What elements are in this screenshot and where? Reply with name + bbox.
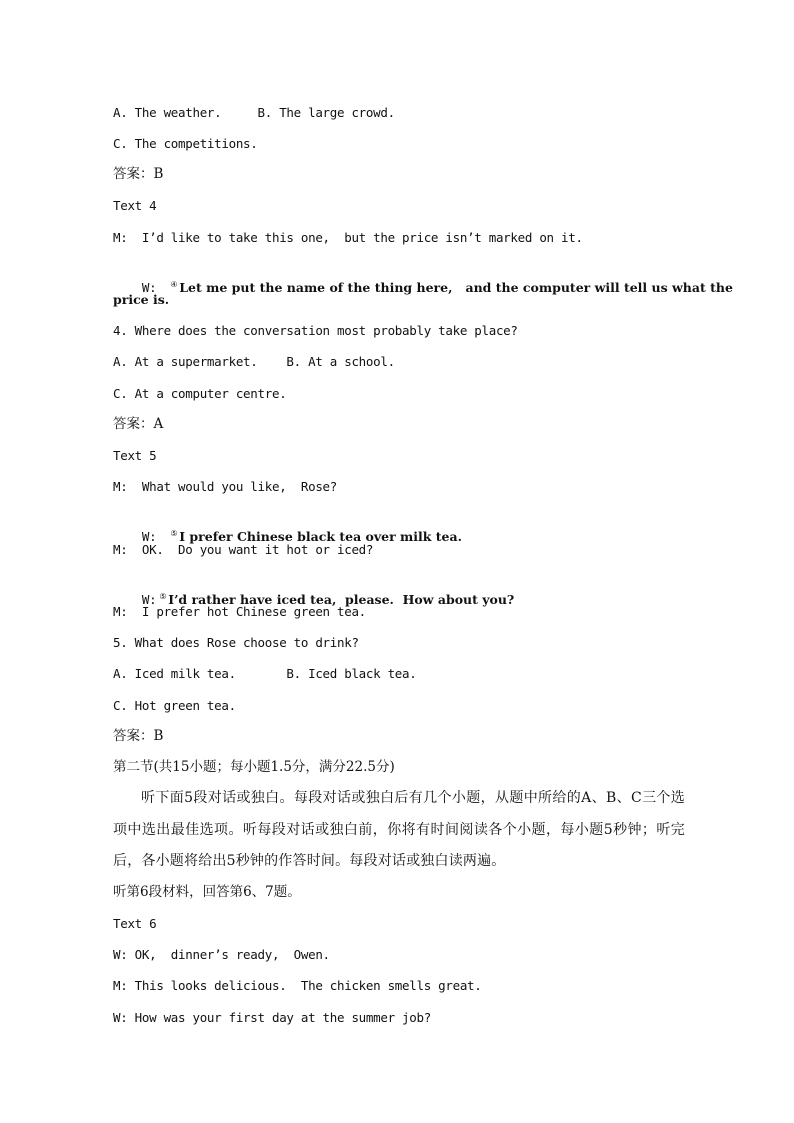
text-4-heading: Text 4 [113,198,157,213]
speaker-label: W: [141,280,157,296]
text-5-man-line-3: M: I prefer hot Chinese green tea. [113,604,366,619]
text-5-man-line-2: M: OK. Do you want it hot or iced? [113,542,374,557]
question-4: 4. Where does the conversation most probably take place? [113,323,518,338]
question-5-option-c: C. Hot green tea. [113,698,236,713]
text-4-woman-line-cont: price is. [113,292,170,307]
listen-6-instruction: 听第6段材料，回答第6、7题。 [113,884,301,900]
highlighted-sentence: I prefer Chinese black tea over milk tea. [179,529,462,545]
answer-4: 答案：A [113,416,164,432]
text-6-woman-line-2: W: How was your first day at the summer job? [113,1010,431,1025]
text-5-man-line-1: M: What would you like, Rose? [113,479,337,494]
text-4-woman-line [113,261,733,312]
answer-3: 答案：B [113,166,164,182]
question-3-option-c: C. The competitions. [113,136,258,151]
section-2-heading: 第二节(共15小题；每小题1.5分，满分22.5分) [113,759,395,775]
text-6-man-line-1: M: This looks delicious. The chicken smells great. [113,978,482,993]
answer-5: 答案：B [113,728,164,744]
question-3-options-ab: A. The weather. B. The large crowd. [113,105,395,120]
question-5-options-ab: A. Iced milk tea. B. Iced black tea. [113,666,417,681]
text-6-heading: Text 6 [113,916,157,931]
reference-number: ⑤ [159,592,167,601]
speaker-label: W: [141,529,157,545]
question-5: 5. What does Rose choose to drink? [113,635,359,650]
section-2-instructions: 听下面5段对话或独白。每段对话或独白后有几个小题，从题中所给的A、B、C三个选项中选出最佳选项。听每段对话或独白前，你将有时间阅读各个小题，每小题5秒钟；听完后，各小题将给出5秒钟的作答时间。每段对话或独白读两遍。 [113,790,685,869]
highlighted-sentence: I’d rather have iced tea, please. How about you? [168,592,515,608]
highlighted-sentence: Let me put the name of the thing here, and the computer will tell us what the [179,280,733,296]
question-4-option-c: C. At a computer centre. [113,386,287,401]
text-5-heading: Text 5 [113,448,157,463]
text-6-woman-line-1: W: OK, dinner’s ready, Owen. [113,947,330,962]
reference-number: ⑤ [170,529,178,538]
text-4-man-line: M: I’d like to take this one, but the price isn’t marked on it. [113,230,583,245]
speaker-label: W: [141,592,157,608]
reference-number: ④ [170,280,178,289]
question-4-options-ab: A. At a supermarket. B. At a school. [113,354,395,369]
